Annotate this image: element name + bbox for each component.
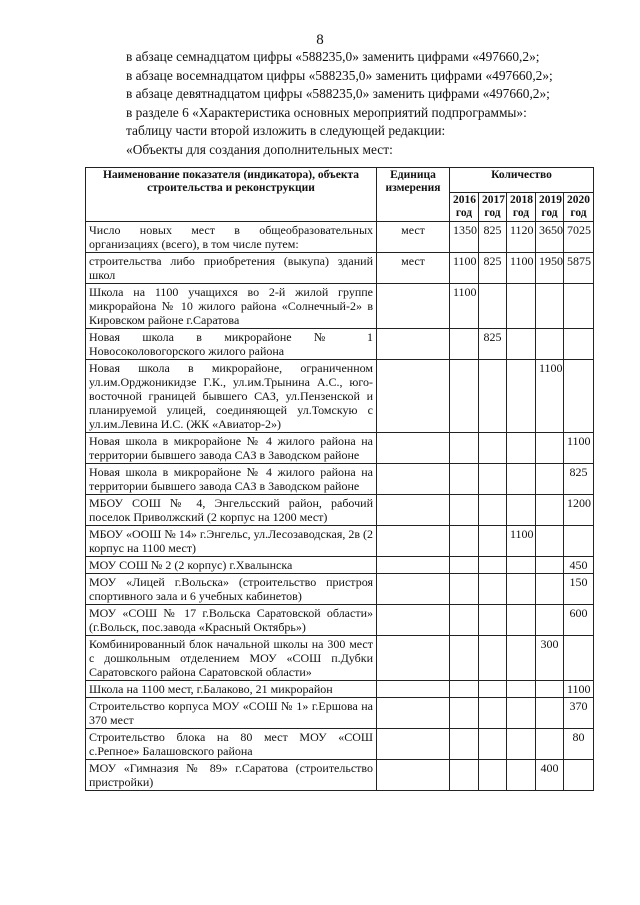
- table-row: [86, 526, 594, 557]
- row-value: 1200: [564, 495, 594, 526]
- header-year: 2017 год: [479, 193, 507, 222]
- row-value: [507, 636, 536, 681]
- row-value: [564, 284, 594, 329]
- row-unit: [377, 760, 450, 791]
- row-value: 80: [564, 729, 594, 760]
- row-value: [450, 636, 479, 681]
- row-value: [450, 760, 479, 791]
- row-value: [536, 464, 564, 495]
- table-row: [86, 284, 594, 329]
- row-value: [564, 760, 594, 791]
- row-value: [536, 574, 564, 605]
- row-unit: [377, 729, 450, 760]
- row-unit: мест: [377, 222, 450, 253]
- row-name: Новая школа в микрорайоне, ограниченном ул.им.Орджоникидзе Г.К., ул.им.Трынина А.С., юго-восточной границей бывшего САЗ, ул.Пензенской и планируемой улицей, соединяющей ул.Томскую с ул.им.Левина И.С. (ЖК «Авиатор-2»): [86, 360, 377, 433]
- row-value: [536, 495, 564, 526]
- table-row: [86, 495, 594, 526]
- row-name: строительства либо приобретения (выкупа) зданий школ: [86, 253, 377, 284]
- row-unit: [377, 698, 450, 729]
- row-value: [450, 495, 479, 526]
- row-value: 150: [564, 574, 594, 605]
- row-name: Строительство блока на 80 мест МОУ «СОШ с.Репное» Балашовского района: [86, 729, 377, 760]
- row-value: [536, 605, 564, 636]
- row-value: [479, 729, 507, 760]
- row-value: 400: [536, 760, 564, 791]
- row-value: [507, 605, 536, 636]
- intro-line: в абзаце семнадцатом цифры «588235,0» заменить цифрами «497660,2»;: [126, 49, 540, 64]
- row-value: [450, 464, 479, 495]
- row-name: Новая школа в микрорайоне № 4 жилого района на территории бывшего завода САЗ в Заводском районе: [86, 433, 377, 464]
- row-unit: [377, 464, 450, 495]
- row-unit: [377, 574, 450, 605]
- row-name: Новая школа в микрорайоне № 4 жилого района на территории бывшего завода САЗ в Заводском районе: [86, 464, 377, 495]
- row-value: [564, 360, 594, 433]
- row-value: [479, 284, 507, 329]
- table-row: [86, 605, 594, 636]
- row-value: 1100: [507, 253, 536, 284]
- row-value: [507, 681, 536, 698]
- row-value: 825: [479, 222, 507, 253]
- row-value: [450, 698, 479, 729]
- row-name: Новая школа в микрорайоне № 1 Новосоколовогорского жилого района: [86, 329, 377, 360]
- row-value: [479, 574, 507, 605]
- table-row: [86, 636, 594, 681]
- row-value: 3650: [536, 222, 564, 253]
- header-name: Наименование показателя (индикатора), объекта строительства и реконструкции: [86, 168, 377, 222]
- row-value: 1120: [507, 222, 536, 253]
- table-row: [86, 360, 594, 433]
- row-value: 1950: [536, 253, 564, 284]
- header-year: 2016 год: [450, 193, 479, 222]
- row-value: 600: [564, 605, 594, 636]
- row-name: Число новых мест в общеобразовательных организациях (всего), в том числе путем:: [86, 222, 377, 253]
- row-value: [507, 495, 536, 526]
- row-value: [507, 574, 536, 605]
- row-value: [536, 681, 564, 698]
- intro-line: в разделе 6 «Характеристика основных мероприятий подпрограммы»:: [126, 104, 527, 120]
- row-name: МБОУ СОШ № 4, Энгельсский район, рабочий поселок Приволжский (2 корпус на 1200 мест): [86, 495, 377, 526]
- table-row: [86, 557, 594, 574]
- row-value: [564, 636, 594, 681]
- row-value: 825: [479, 329, 507, 360]
- row-value: [450, 433, 479, 464]
- row-unit: [377, 681, 450, 698]
- table-body: [86, 222, 594, 791]
- table-row: [86, 681, 594, 698]
- row-value: [507, 433, 536, 464]
- row-unit: [377, 360, 450, 433]
- row-value: [450, 526, 479, 557]
- row-value: 1100: [450, 253, 479, 284]
- header-unit: Единица измерения: [377, 168, 450, 222]
- table-row: [86, 433, 594, 464]
- row-value: [536, 698, 564, 729]
- row-value: [450, 681, 479, 698]
- row-unit: [377, 605, 450, 636]
- row-unit: [377, 636, 450, 681]
- row-value: 825: [479, 253, 507, 284]
- row-value: [479, 760, 507, 791]
- row-value: [536, 729, 564, 760]
- intro-line: в абзаце девятнадцатом цифры «588235,0» заменить цифрами «497660,2»;: [126, 86, 550, 102]
- table-row: [86, 329, 594, 360]
- row-value: 1100: [507, 526, 536, 557]
- row-unit: [377, 526, 450, 557]
- row-value: 370: [564, 698, 594, 729]
- intro-text: [126, 48, 596, 160]
- row-unit: [377, 495, 450, 526]
- row-value: [507, 360, 536, 433]
- row-value: [450, 329, 479, 360]
- intro-line: в абзаце восемнадцатом цифры «588235,0» заменить цифрами «497660,2»;: [126, 67, 553, 83]
- header-year: 2018 год: [507, 193, 536, 222]
- row-value: [507, 557, 536, 574]
- row-name: Школа на 1100 мест, г.Балаково, 21 микрорайон: [86, 681, 377, 698]
- row-value: [450, 557, 479, 574]
- row-unit: [377, 329, 450, 360]
- row-unit: мест: [377, 253, 450, 284]
- row-value: [479, 557, 507, 574]
- row-value: 300: [536, 636, 564, 681]
- row-value: [479, 605, 507, 636]
- row-name: МОУ СОШ № 2 (2 корпус) г.Хвалынска: [86, 557, 377, 574]
- row-name: Строительство корпуса МОУ «СОШ № 1» г.Ершова на 370 мест: [86, 698, 377, 729]
- row-name: Школа на 1100 учащихся во 2-й жилой группе микрорайона № 10 жилого района «Солнечный-2» в Кировском районе г.Саратова: [86, 284, 377, 329]
- row-value: [536, 526, 564, 557]
- row-value: 825: [564, 464, 594, 495]
- row-value: 1100: [536, 360, 564, 433]
- row-value: [507, 464, 536, 495]
- row-value: [564, 329, 594, 360]
- row-name: МОУ «Лицей г.Вольска» (строительство пристроя спортивного зала и 6 учебных кабинетов): [86, 574, 377, 605]
- row-value: 7025: [564, 222, 594, 253]
- table-row: [86, 574, 594, 605]
- row-value: [507, 729, 536, 760]
- header-quantity: Количество: [450, 168, 594, 193]
- row-value: 450: [564, 557, 594, 574]
- table-row: [86, 698, 594, 729]
- row-value: [536, 557, 564, 574]
- row-value: [536, 329, 564, 360]
- row-value: [479, 681, 507, 698]
- row-unit: [377, 284, 450, 329]
- page-number: 8: [316, 32, 324, 48]
- intro-line: таблицу части второй изложить в следующей редакции:: [126, 123, 446, 139]
- row-value: 1100: [450, 284, 479, 329]
- row-value: [564, 526, 594, 557]
- row-value: [450, 729, 479, 760]
- row-value: [479, 464, 507, 495]
- row-name: Комбинированный блок начальной школы на 300 мест с дошкольным отделением МОУ «СОШ п.Дубки Саратовского района Саратовской области»: [86, 636, 377, 681]
- row-value: [450, 360, 479, 433]
- row-value: [507, 698, 536, 729]
- row-value: 5875: [564, 253, 594, 284]
- row-value: [479, 495, 507, 526]
- row-name: МОУ «СОШ № 17 г.Вольска Саратовской области» (г.Вольск, пос.завода «Красный Октябрь»): [86, 605, 377, 636]
- row-value: [479, 526, 507, 557]
- header-year: 2020 год: [564, 193, 594, 222]
- row-value: 1350: [450, 222, 479, 253]
- row-value: 1100: [564, 681, 594, 698]
- table-row: [86, 222, 594, 253]
- row-value: [507, 329, 536, 360]
- row-value: [536, 433, 564, 464]
- table-row: [86, 760, 594, 791]
- table-row: [86, 253, 594, 284]
- row-value: [450, 574, 479, 605]
- row-value: [507, 760, 536, 791]
- row-name: МОУ «Гимназия № 89» г.Саратова (строительство пристройки): [86, 760, 377, 791]
- table-row: [86, 464, 594, 495]
- header-year: 2019 год: [536, 193, 564, 222]
- row-value: 1100: [564, 433, 594, 464]
- row-value: [450, 605, 479, 636]
- row-value: [479, 360, 507, 433]
- row-value: [507, 284, 536, 329]
- row-name: МБОУ «ООШ № 14» г.Энгельс, ул.Лесозаводская, 2в (2 корпус на 1100 мест): [86, 526, 377, 557]
- row-unit: [377, 557, 450, 574]
- row-unit: [377, 433, 450, 464]
- row-value: [536, 284, 564, 329]
- table-row: [86, 729, 594, 760]
- intro-line: «Объекты для создания дополнительных мест:: [126, 141, 393, 157]
- row-value: [479, 636, 507, 681]
- row-value: [479, 698, 507, 729]
- objects-table: [85, 167, 594, 791]
- row-value: [479, 433, 507, 464]
